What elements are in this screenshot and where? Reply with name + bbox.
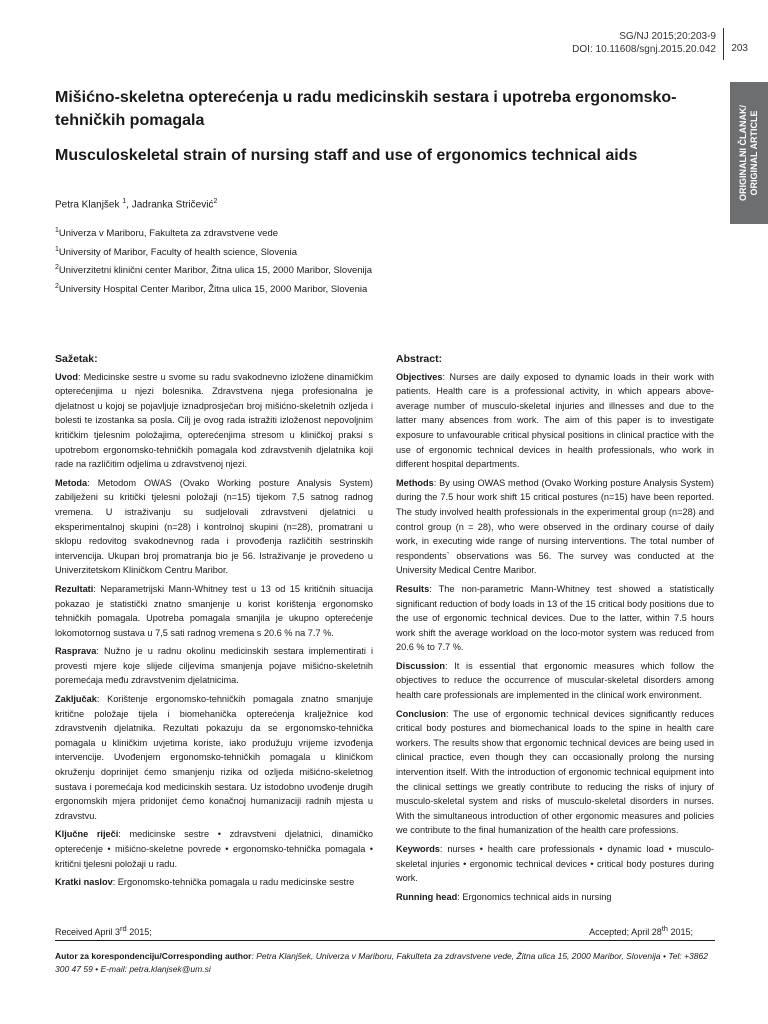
section-label: Discussion <box>396 660 446 671</box>
sazetak-heading: Sažetak: <box>55 353 98 365</box>
doi[interactable]: DOI: 10.11608/sgnj.2015.20.042 <box>572 44 716 55</box>
accepted-ordinal: th <box>661 924 668 933</box>
sazetak-rasprava <box>55 644 373 688</box>
abstract-objectives <box>396 370 714 472</box>
abstract-keywords <box>396 842 714 886</box>
section-label: Rasprava <box>55 646 97 657</box>
sazetak-kljucne-rijeci <box>55 827 373 871</box>
section-text: : Ergonomsko-tehnička pomagala u radu medicinske sestre <box>112 877 355 888</box>
section-text: : medicinske sestre • zdravstveni djelatnici, dinamičko opterećenje • mišićno-skeletne povrede • ergonomsko-tehnička pomagala • kritični tjelesni položaji u radu. <box>55 829 373 869</box>
page-number: 203 <box>731 43 748 54</box>
abstract-running-head <box>396 890 714 905</box>
affiliation-text: Univerza v Mariboru, Fakulteta za zdravstvene vede <box>58 228 279 240</box>
sazetak-zakljucak <box>55 692 373 823</box>
author-separator: , <box>126 199 132 211</box>
article-type-en: ORIGINAL ARTICLE <box>749 110 759 196</box>
abstract-discussion <box>396 659 714 703</box>
affiliation <box>55 279 555 298</box>
corresponding-author <box>55 950 715 976</box>
sazetak-uvod <box>55 370 373 472</box>
section-text: : Metodom OWAS (Ovako Working posture Analysis System) zabilježeni su kritički tjelesni položaji (n=15) tijekom 7,5 satnog radnog vremena. U istraživanju su sudjelovali zdravstveni djelatnici u eksperimentalnoj skupini (n=28) i kontrolnoj skupini (n=28), promatrani u sklopu redovitog svakodnevnog rada i provođenja različitih sestrinskih intervencija. Ukupan broj promatranja bio je 56. Istraživanje je provedeno u Univerzitetskom Kliničkom Centru Maribor. <box>55 477 373 576</box>
section-text: : Medicinske sestre u svome su radu svakodnevno izložene dinamičkim opterećenjima u njezi bolesnika. Zdravstvena njega profesionalna je djelatnost u kojoj se pojavljuje iznadprosječan broj mišićno-skeletnih ozljeda i bolesti te izostanka sa posla. Cilj je ovog rada istražiti izloženost nepovoljnim kritičkim tjelesnim položajima, opterećenjima stresom u kliničkoj praksi s upotrebom ergonomsko-tehničkih pomagala kod zdravstvenih djelatnika koji rade na različitim odjelima u zdravstvenoj njezi. <box>55 371 373 470</box>
accepted-label: Accepted; April 28 <box>589 927 662 937</box>
affiliation-text: University Hospital Center Maribor, Žitna ulica 15, 2000 Maribor, Slovenia <box>58 284 368 296</box>
author-name: Petra Klanjšek <box>55 199 123 211</box>
section-text: : By using OWAS method (Ovako Working posture Analysis System) during the 7.5 hour work shift 15 critical postures (n=15) have been reported. The study involved health professionals in the experimental group (n=28) and control group (n = 28), who were observed in the ordinary course of daily work, in executing wide range of nursing interventions. The total number of respondents` observations was 56. The survey was conducted at the University Medical Centre Maribor. <box>396 477 714 576</box>
abstract-methods <box>396 476 714 578</box>
abstract-heading: Abstract: <box>396 353 443 365</box>
sazetak-metoda <box>55 476 373 578</box>
author-affiliation-mark: 1 <box>122 198 127 205</box>
section-label: Running head <box>396 891 458 902</box>
sazetak-column <box>55 352 373 894</box>
section-label: Rezultati <box>55 583 94 594</box>
affiliation-mark: 2 <box>55 264 59 272</box>
author-name: Jadranka Stričević <box>131 199 214 211</box>
journal-citation: SG/NJ 2015;20:203-9 <box>619 31 716 42</box>
affiliation-list <box>55 223 555 298</box>
section-label: Objectives <box>396 371 443 382</box>
affiliation-mark: 1 <box>55 227 59 234</box>
author-list <box>55 198 217 210</box>
abstract-conclusion <box>396 707 714 838</box>
section-label: Zaključak <box>55 694 97 705</box>
corresponding-text[interactable]: : Petra Klanjšek, Univerza v Mariboru, Fakulteta za zdravstvene vede, Žitna ulica 15, 2000 Maribor, Slovenija • Tel: +3862 300 47 59 • E-mail: petra.klanjsek@um.si <box>55 951 708 974</box>
section-text: : The use of ergonomic technical devices significantly reduces critical body postures and biomechanical loads to the spine in health care workers. The results show that ergonomic technical devices are being used in clinical practice, even though they can occasionally prolong the nursing intervention itself. With the introduction of ergonomic technical equipment into the clinical settings we greatly contribute to reducing the risks of injury of musculo-skeletal system and risks of musculo-skeletal disorders in nurses. With the simultaneous introduction of other ergonomic measures and policies we contribute to the final humanization of the health care professions. <box>396 708 714 836</box>
accepted-year: 2015; <box>667 927 693 937</box>
affiliation-mark: 2 <box>55 282 59 290</box>
abstract-column <box>396 352 714 908</box>
section-label: Conclusion <box>396 708 447 719</box>
title-english: Musculoskeletal strain of nursing staff and use of ergonomics technical aids <box>55 147 638 164</box>
journal-reference <box>572 30 716 56</box>
author-affiliation-mark: 2 <box>213 198 218 205</box>
received-year: 2015; <box>126 927 152 937</box>
section-label: Metoda <box>55 477 88 488</box>
sazetak-rezultati <box>55 582 373 640</box>
affiliation <box>55 223 555 242</box>
section-text: : It is essential that ergonomic measures which follow the objectives to reduce the occurrence of muscular-skeletal disorders among health care professionals are implemented in the clinical work environment. <box>396 660 714 701</box>
corresponding-label: Autor za korespondenciju/Corresponding author <box>55 951 252 961</box>
affiliation-text: University of Maribor, Faculty of health science, Slovenia <box>58 246 298 258</box>
received-date <box>55 924 152 937</box>
section-text: : Korištenje ergonomsko-tehničkih pomagala znatno smanjuje kritične položaje tijela i biomehanička opterećenja kralježnice kod zdravstvenih djelatnika. Rezultati pokazuju da se ergonomsko-tehnička pomagala u kliničkim uvjetima koriste, iako produžuju vrijeme izvođenja intervencije. Uvođenjem ergonomsko-tehničkih pomagala u kliničkom okruženju doprinijet ćemo smanjenju rizika od ozljeda mišićno-skeletnog sustava i poremećaja kod medicinskih sestara. Uz istodobno uvođenje drugih ergonomskih mjera pridonijet ćemo konačnoj humanizaciji radnih mjesta u zdravstvu. <box>55 694 373 821</box>
section-label: Uvod <box>55 371 78 382</box>
article-type-hr: ORIGINALNI ČLANAK/ <box>738 105 748 201</box>
received-ordinal: rd <box>120 924 127 933</box>
section-label: Ključne riječi <box>55 829 119 840</box>
received-label: Received April 3 <box>55 927 121 937</box>
section-text: : The non-parametric Mann-Whitney test showed a statistically significant reduction of body loads in 13 of the 15 critical body positions due to the use of ergonomic technical devices. Due to the latter, within 7.5 hours work shift the average workload on the loco-motor system was reduced from 20.6 % to 7.7 %. <box>396 583 714 653</box>
footer-divider <box>55 940 715 941</box>
section-text: : Neparametrijski Mann-Whitney test u 13 od 15 kritičnih situacija pokazao je statistički znatno smanjenje u korist korištenja ergonomsko tehničkih pomagala. Upotreba pomagala smanjila je ukupno opterećenje lokomotornog sustava u 7,5 sati radnog vremena s 20.6 % na 7.7 %. <box>55 583 373 638</box>
section-label: Keywords <box>396 844 440 854</box>
section-label: Results <box>396 583 430 594</box>
affiliation-text: Univerzitetni klinični center Maribor, Žitna ulica 15, 2000 Maribor, Slovenija <box>58 265 373 277</box>
section-text: : Nužno je u radnu okolinu medicinskih sestara implementirati i provesti mjere koje slijede ciljevima smanjenja pojave mišićno-skeletnih poremećaja među zdravstvenim djelatnicima. <box>55 646 373 686</box>
affiliation-mark: 1 <box>55 245 59 253</box>
abstract-results <box>396 582 714 655</box>
header-divider <box>723 28 724 60</box>
section-label: Methods <box>396 477 434 488</box>
section-text: : nurses • health care professionals • dynamic load • musculo-skeletal injuries • ergonomic technical devices • critical body postures during work. <box>396 844 714 884</box>
article-type-label <box>738 105 760 201</box>
section-label: Kratki naslov <box>55 877 113 888</box>
affiliation <box>55 260 555 279</box>
title-croatian: Mišićno-skeletna opterećenja u radu medicinskih sestara i upotreba ergonomsko-tehničkih pomagala <box>55 89 677 129</box>
section-text: : Nurses are daily exposed to dynamic loads in their work with patients. Health care is a professional activity, in which appears above-average number of musculo-skeletal injuries and illnesses and due to the latter many absences from work. The aim of this paper is to investigate exposure to unfavourable critical physical positions in clinical practice with the use of ergonomic technical devices in health professionals, who work in different hospital departments. <box>396 371 714 470</box>
affiliation <box>55 242 555 261</box>
section-text: : Ergonomics technical aids in nursing <box>457 891 612 902</box>
article-type-tab <box>730 82 768 224</box>
sazetak-kratki-naslov <box>55 875 373 890</box>
accepted-date <box>589 924 693 937</box>
